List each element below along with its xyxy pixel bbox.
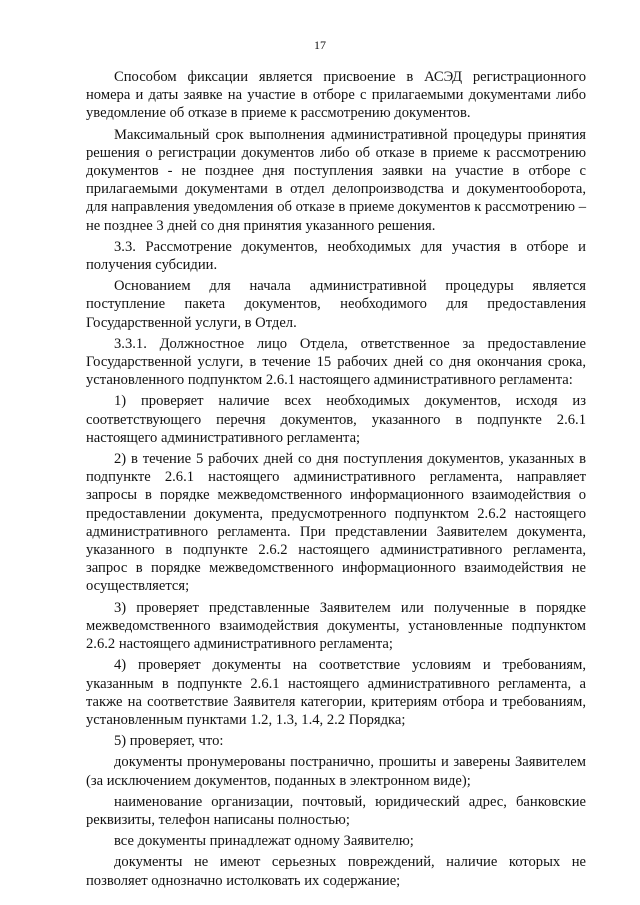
paragraph-max-term: Максимальный срок выполнения административной процедуры принятия решения о регистрации документов либо об отказе в приеме к рассмотрению документов - не позднее дня поступления заявки на участие в отборе с прилагаемыми документами в отдел делопроизводства и документооборота, для направления уведомления об отказе в приеме документов к рассмотрению – не позднее 3 дней со дня принятия указанного решения. [86, 126, 586, 234]
section-3-3-1: 3.3.1. Должностное лицо Отдела, ответственное за предоставление Государственной услуги, в течение 15 рабочих дней со дня окончания срока, установленного подпунктом 2.6.1 настоящего административного регламента: [86, 335, 586, 389]
paragraph-basis: Основанием для начала административной процедуры является поступление пакета документов, необходимого для предоставления Государственной услуги, в Отдел. [86, 278, 586, 331]
list-item-1: 1) проверяет наличие всех необходимых документов, исходя из соответствующего перечня документов, указанного в подпункте 2.6.1 настоящего административного регламента; [86, 393, 586, 446]
check-no-damage: документы не имеют серьезных повреждений, наличие которых не позволяет однозначно истолковать их содержание; [86, 854, 586, 889]
list-item-3: 3) проверяет представленные Заявителем или полученные в порядке межведомственного взаимодействия документы, установленные подпунктом 2.6.2 настоящего административного регламента; [86, 599, 586, 653]
list-item-4: 4) проверяет документы на соответствие условиям и требованиям, указанным в подпункте 2.6.1 настоящего административного регламента, а также на соответствие Заявителя категории, критериям отбора и требованиям, установленным пунктами 1.2, 1.3, 1.4, 2.2 Порядка; [86, 657, 586, 728]
check-numbering: документы пронумерованы постранично, прошиты и заверены Заявителем (за исключением документов, поданных в электронном виде); [86, 754, 586, 789]
check-single-applicant: все документы принадлежат одному Заявителю; [114, 833, 414, 850]
document-body [86, 68, 586, 893]
check-requisites: наименование организации, почтовый, юридический адрес, банковские реквизиты, телефон написаны полностью; [86, 793, 586, 828]
list-item-5: 5) проверяет, что: [114, 733, 224, 750]
page-number: 17 [314, 38, 326, 52]
section-3-3-heading: 3.3. Рассмотрение документов, необходимых для участия в отборе и получения субсидии. [86, 238, 586, 274]
paragraph-registration-method: Способом фиксации является присвоение в АСЭД регистрационного номера и даты заявке на участие в отборе с прилагаемыми документами либо уведомление об отказе в приеме к рассмотрению документов. [86, 69, 586, 122]
list-item-2: 2) в течение 5 рабочих дней со дня поступления документов, указанных в подпункте 2.6.1 настоящего административного регламента, направляет запросы в порядке межведомственного информационного взаимодействия о предоставлении документа, предусмотренного подпунктом 2.6.2 настоящего административного регламента. При представлении Заявителем документа, указанного в подпункте 2.6.2 настоящего административного регламента, запрос в порядке межведомственного информационного взаимодействия не осуществляется; [86, 451, 586, 595]
